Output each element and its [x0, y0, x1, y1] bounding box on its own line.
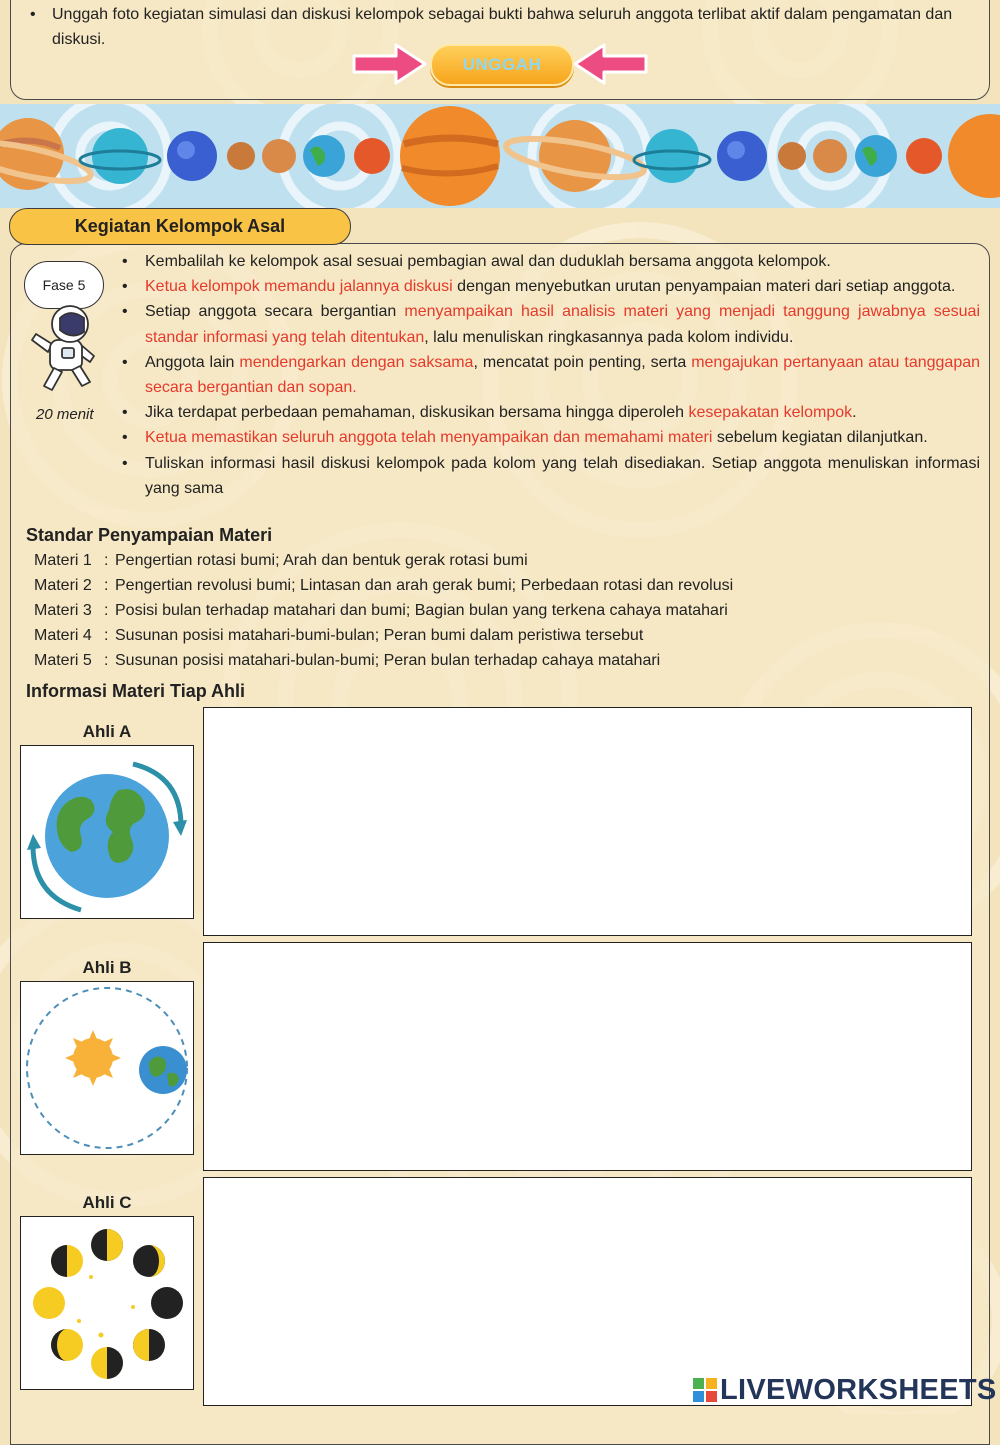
materi-row: Materi 1 : Pengertian rotasi bumi; Arah dan bentuk gerak rotasi bumi: [34, 552, 528, 569]
expert-c-input[interactable]: [203, 1177, 972, 1406]
expert-a-input[interactable]: [203, 707, 972, 936]
earth-rotation-icon: [21, 746, 193, 918]
expert-b-input[interactable]: [203, 942, 972, 1171]
arrow-right-icon: [352, 42, 428, 86]
section-title: Kegiatan Kelompok Asal: [9, 208, 351, 245]
earth-revolution-icon: [21, 982, 193, 1154]
list-item: • Ketua kelompok memandu jalannya diskusi dengan menyebutkan urutan penyampaian materi dari setiap anggota.: [122, 278, 956, 296]
expert-b-label: Ahli B: [82, 958, 132, 977]
duration-label: 20 menit: [36, 406, 94, 423]
materi-row: Materi 3 : Posisi bulan terhadap matahari dan bumi; Bagian bulan yang terkena cahaya matahari: [34, 602, 728, 619]
upload-button[interactable]: UNGGAH: [430, 44, 574, 86]
list-item: • Ketua memastikan seluruh anggota telah menyampaikan dan memahami materi sebelum kegiatan dilanjutkan.: [122, 429, 928, 447]
moon-phases-icon: [21, 1217, 193, 1389]
expert-b-image: [20, 981, 194, 1155]
expert-a-label: Ahli A: [82, 722, 132, 741]
info-heading: Informasi Materi Tiap Ahli: [26, 681, 246, 701]
materi-row: Materi 5 : Susunan posisi matahari-bulan-bumi; Peran bulan terhadap cahaya matahari: [34, 652, 661, 669]
list-item: • Kembalilah ke kelompok asal sesuai pembagian awal dan duduklah bersama anggota kelompok.: [122, 253, 831, 270]
standar-heading: Standar Penyampaian Materi: [26, 525, 273, 545]
list-item: • Anggota lain mendengarkan dengan saksama, mencatat poin penting, serta mengajukan pertanyaan atau tanggapan secara bergantian dan sopan.: [122, 353, 981, 397]
expert-c-label: Ahli C: [82, 1193, 132, 1212]
list-item: • Tuliskan informasi hasil diskusi kelompok pada kolom yang telah disediakan. Setiap anggota menuliskan informasi yang sama: [122, 454, 980, 497]
astronaut-icon: [30, 300, 102, 396]
instruction-list: [122, 249, 980, 501]
brand-logo-icon: [693, 1378, 717, 1402]
phase-badge: Fase 5: [24, 261, 104, 309]
planets-banner: [0, 104, 1000, 208]
expert-c-image: [20, 1216, 194, 1390]
materi-row: Materi 4 : Susunan posisi matahari-bumi-bulan; Peran bumi dalam peristiwa tersebut: [34, 627, 644, 644]
materi-list: [34, 548, 733, 673]
materi-row: Materi 2 : Pengertian revolusi bumi; Lintasan dan arah gerak bumi; Perbedaan rotasi dan revolusi: [34, 577, 734, 594]
list-item: • Setiap anggota secara bergantian menyampaikan hasil analisis materi yang menjadi tanggung jawabnya sesuai standar informasi yang telah ditentukan, lalu menuliskan ringkasannya pada kolom individu.: [122, 303, 981, 346]
brand-logo: [693, 1374, 997, 1406]
brand-name: LIVEWORKSHEETS: [720, 1373, 997, 1406]
list-item: • Jika terdapat perbedaan pemahaman, diskusikan bersama hingga diperoleh kesepakatan kelompok.: [122, 404, 857, 422]
upload-instruction: • Unggah foto kegiatan simulasi dan diskusi kelompok sebagai bukti bahwa seluruh anggota terlibat aktif dalam pengamatan dan diskusi.: [30, 2, 980, 52]
arrow-left-icon: [572, 42, 648, 86]
expert-a-image: [20, 745, 194, 919]
bullet-dot: •: [30, 6, 36, 23]
